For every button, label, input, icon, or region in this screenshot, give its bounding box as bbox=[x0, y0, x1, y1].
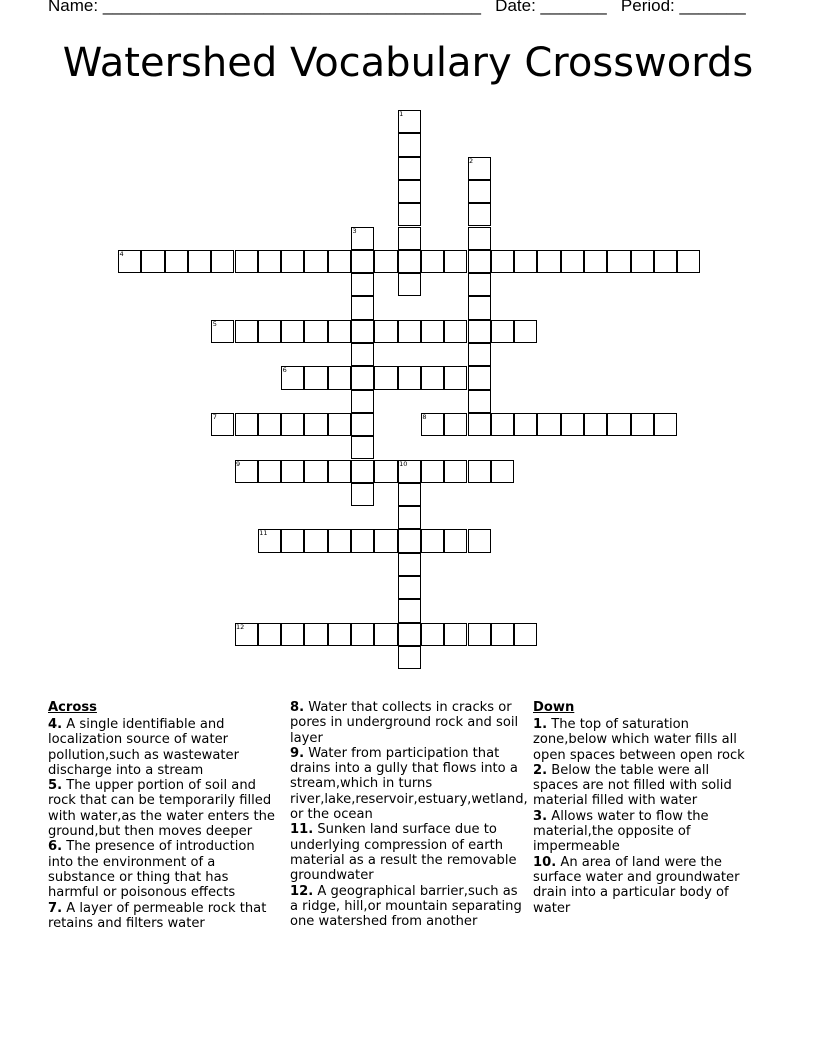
crossword-cell[interactable] bbox=[281, 320, 304, 343]
crossword-cell[interactable] bbox=[631, 250, 654, 273]
crossword-cell[interactable] bbox=[328, 529, 351, 552]
crossword-cell[interactable] bbox=[398, 157, 421, 180]
crossword-cell[interactable] bbox=[235, 320, 258, 343]
crossword-cell[interactable] bbox=[304, 413, 327, 436]
cell-number: 4 bbox=[119, 249, 124, 258]
crossword-cell[interactable] bbox=[328, 366, 351, 389]
crossword-cell[interactable] bbox=[351, 390, 374, 413]
crossword-cell[interactable] bbox=[258, 250, 281, 273]
clue-number: 7. bbox=[48, 900, 63, 916]
crossword-cell[interactable] bbox=[258, 623, 281, 646]
crossword-cell[interactable] bbox=[468, 273, 491, 296]
clue-across-4 bbox=[290, 700, 526, 746]
crossword-cell[interactable] bbox=[607, 250, 630, 273]
crossword-cell[interactable] bbox=[421, 250, 444, 273]
cell-number: 8 bbox=[422, 412, 427, 421]
across-clues-column-continued bbox=[290, 700, 526, 929]
crossword-cell[interactable] bbox=[281, 623, 304, 646]
page-title: Watershed Vocabulary Crosswords bbox=[62, 40, 754, 86]
across-clues-column bbox=[48, 700, 280, 931]
crossword-cell[interactable] bbox=[398, 180, 421, 203]
crossword-cell[interactable] bbox=[351, 366, 374, 389]
crossword-cell[interactable] bbox=[398, 483, 421, 506]
clue-text: A geographical barrier,such as a ridge, hill,or mountain separating one watershed from another bbox=[290, 883, 522, 930]
crossword-cell[interactable] bbox=[328, 623, 351, 646]
down-clues-column bbox=[533, 700, 753, 916]
clue-text: The top of saturation zone,below which water fills all open spaces between open rock bbox=[533, 717, 745, 763]
cell-number: 3 bbox=[352, 226, 357, 235]
crossword-cell[interactable] bbox=[281, 413, 304, 436]
cell-number: 10 bbox=[399, 459, 408, 468]
crossword-cell[interactable] bbox=[235, 413, 258, 436]
clue-across-3 bbox=[48, 901, 280, 932]
crossword-cell[interactable] bbox=[374, 366, 397, 389]
crossword-cell[interactable] bbox=[421, 320, 444, 343]
crossword-cell[interactable] bbox=[351, 413, 374, 436]
clue-text: A single identifiable and localization source of water pollution,such as wastewater discharge into a stream bbox=[48, 717, 239, 778]
crossword-cell[interactable] bbox=[398, 133, 421, 156]
clue-text: Below the table were all spaces are not filled with solid material filled with water bbox=[533, 762, 732, 809]
clue-number: 2. bbox=[533, 762, 548, 778]
crossword-cell[interactable] bbox=[631, 413, 654, 436]
crossword-cell[interactable] bbox=[537, 250, 560, 273]
crossword-cell[interactable] bbox=[398, 576, 421, 599]
crossword-cell[interactable] bbox=[351, 296, 374, 319]
clue-text: The upper portion of soil and rock that can be temporarily filled with water,as the water enters the ground,but then moves deeper bbox=[48, 778, 275, 840]
crossword-cell[interactable] bbox=[537, 413, 560, 436]
clue-number: 9. bbox=[290, 745, 305, 761]
crossword-cell[interactable] bbox=[421, 366, 444, 389]
clue-number: 3. bbox=[533, 808, 548, 824]
crossword-cell[interactable] bbox=[351, 623, 374, 646]
crossword-cell[interactable] bbox=[444, 250, 467, 273]
clue-text: Allows water to flow the material,the opposite of impermeable bbox=[533, 808, 709, 855]
cell-number: 5 bbox=[212, 319, 217, 328]
crossword-cell[interactable] bbox=[444, 529, 467, 552]
clue-text: The presence of introduction into the environment of a substance or thing that has harmful or poisonous effects bbox=[48, 839, 255, 901]
clue-text: Sunken land surface due to underlying compression of earth material as a result the removable groundwater bbox=[290, 822, 517, 884]
period-label: Period: bbox=[620, 0, 675, 15]
cell-number: 9 bbox=[236, 459, 241, 468]
crossword-cell[interactable] bbox=[421, 623, 444, 646]
crossword-cell[interactable] bbox=[258, 460, 281, 483]
crossword-cell[interactable] bbox=[258, 413, 281, 436]
crossword-cell[interactable] bbox=[304, 366, 327, 389]
cell-number: 6 bbox=[282, 366, 287, 375]
clue-across-0 bbox=[48, 717, 280, 778]
clue-number: 8. bbox=[290, 700, 305, 715]
clue-number: 10. bbox=[533, 854, 557, 870]
crossword-cell[interactable] bbox=[468, 623, 491, 646]
crossword-cell[interactable] bbox=[444, 366, 467, 389]
crossword-cell[interactable] bbox=[468, 460, 491, 483]
clue-number: 6. bbox=[48, 839, 63, 855]
crossword-cell[interactable] bbox=[374, 529, 397, 552]
clue-text: A layer of permeable rock that retains and filters water bbox=[48, 900, 267, 931]
clue-across-1 bbox=[48, 778, 280, 839]
crossword-cell[interactable] bbox=[468, 413, 491, 436]
crossword-cell[interactable] bbox=[304, 320, 327, 343]
crossword-cell[interactable] bbox=[514, 320, 537, 343]
clue-across-7 bbox=[290, 884, 526, 930]
crossword-cell[interactable] bbox=[398, 623, 421, 646]
crossword-cell[interactable] bbox=[281, 250, 304, 273]
crossword-cell[interactable] bbox=[491, 460, 514, 483]
crossword-cell[interactable] bbox=[304, 460, 327, 483]
crossword-cell[interactable] bbox=[421, 529, 444, 552]
crossword-cell[interactable] bbox=[351, 320, 374, 343]
crossword-cell[interactable] bbox=[514, 623, 537, 646]
cell-number: 11 bbox=[259, 529, 268, 538]
crossword-cell[interactable] bbox=[398, 599, 421, 622]
clue-down-1 bbox=[533, 763, 753, 809]
clue-down-2 bbox=[533, 809, 753, 855]
crossword-cell[interactable] bbox=[421, 460, 444, 483]
crossword-cell[interactable] bbox=[328, 460, 351, 483]
crossword-cell[interactable] bbox=[374, 623, 397, 646]
clue-down-0 bbox=[533, 717, 753, 763]
across-heading: Across bbox=[48, 700, 97, 715]
crossword-cell[interactable] bbox=[398, 250, 421, 273]
crossword-cell[interactable] bbox=[491, 413, 514, 436]
crossword-cell[interactable] bbox=[281, 460, 304, 483]
crossword-cell[interactable] bbox=[351, 250, 374, 273]
crossword-cell[interactable] bbox=[211, 250, 234, 273]
crossword-cell[interactable] bbox=[398, 529, 421, 552]
crossword-cell[interactable] bbox=[398, 506, 421, 529]
crossword-cell[interactable] bbox=[607, 413, 630, 436]
crossword-cell[interactable] bbox=[281, 529, 304, 552]
clue-across-6 bbox=[290, 822, 526, 883]
down-heading: Down bbox=[533, 700, 575, 715]
clue-text: Water that collects in cracks or pores in underground rock and soil layer bbox=[290, 700, 519, 746]
crossword-cell[interactable] bbox=[374, 320, 397, 343]
crossword-cell[interactable] bbox=[351, 436, 374, 459]
crossword-cell[interactable] bbox=[328, 250, 351, 273]
crossword-cell[interactable] bbox=[654, 413, 677, 436]
crossword-cell[interactable] bbox=[351, 343, 374, 366]
crossword-cell[interactable] bbox=[398, 273, 421, 296]
crossword-cell[interactable] bbox=[304, 623, 327, 646]
cell-number: 1 bbox=[399, 110, 404, 118]
crossword-cell[interactable] bbox=[584, 413, 607, 436]
crossword-cell[interactable] bbox=[351, 273, 374, 296]
crossword-cell[interactable] bbox=[351, 483, 374, 506]
cell-number: 7 bbox=[212, 412, 217, 421]
crossword-cell[interactable] bbox=[398, 203, 421, 226]
date-label: Date: bbox=[495, 0, 536, 15]
crossword-cell[interactable] bbox=[444, 623, 467, 646]
crossword-cell[interactable] bbox=[398, 553, 421, 576]
clue-number: 5. bbox=[48, 778, 63, 794]
clue-text: An area of land were the surface water and groundwater drain into a particular body of water bbox=[533, 854, 740, 916]
name-label: Name: bbox=[48, 0, 99, 15]
crossword-cell[interactable] bbox=[468, 296, 491, 319]
crossword-cell[interactable] bbox=[468, 320, 491, 343]
crossword-cell[interactable] bbox=[304, 529, 327, 552]
name-line[interactable]: ________________________________________ bbox=[102, 0, 481, 15]
crossword-cell[interactable] bbox=[141, 250, 164, 273]
crossword-cell[interactable] bbox=[444, 320, 467, 343]
crossword-cell[interactable] bbox=[468, 203, 491, 226]
clue-across-2 bbox=[48, 839, 280, 900]
clue-number: 12. bbox=[290, 883, 314, 899]
clue-number: 1. bbox=[533, 717, 548, 732]
crossword-cell[interactable] bbox=[468, 529, 491, 552]
crossword-cell[interactable] bbox=[514, 250, 537, 273]
clue-across-5 bbox=[290, 746, 526, 822]
crossword-cell[interactable] bbox=[491, 320, 514, 343]
cell-number: 2 bbox=[469, 156, 474, 165]
crossword-cell[interactable] bbox=[468, 366, 491, 389]
crossword-cell[interactable] bbox=[444, 460, 467, 483]
crossword-cell[interactable] bbox=[677, 250, 700, 273]
crossword-cell[interactable] bbox=[235, 250, 258, 273]
crossword-cell[interactable] bbox=[374, 460, 397, 483]
crossword-cell[interactable] bbox=[468, 343, 491, 366]
date-line[interactable]: _______ bbox=[540, 0, 607, 15]
crossword-cell[interactable] bbox=[374, 250, 397, 273]
crossword-cell[interactable] bbox=[188, 250, 211, 273]
crossword-cell[interactable] bbox=[328, 413, 351, 436]
crossword-cell[interactable] bbox=[304, 250, 327, 273]
crossword-cell[interactable] bbox=[351, 529, 374, 552]
crossword-cell[interactable] bbox=[514, 413, 537, 436]
crossword-cell[interactable] bbox=[491, 250, 514, 273]
crossword-cell[interactable] bbox=[398, 366, 421, 389]
crossword-cell[interactable] bbox=[561, 413, 584, 436]
crossword-cell[interactable] bbox=[398, 320, 421, 343]
crossword-cell[interactable] bbox=[468, 180, 491, 203]
crossword-cell[interactable] bbox=[351, 460, 374, 483]
crossword-cell[interactable] bbox=[398, 227, 421, 250]
clue-down-3 bbox=[533, 855, 753, 916]
clue-number: 4. bbox=[48, 717, 63, 732]
crossword-cell[interactable] bbox=[468, 390, 491, 413]
crossword-cell[interactable] bbox=[654, 250, 677, 273]
period-line[interactable]: _______ bbox=[679, 0, 746, 15]
crossword-cell[interactable] bbox=[165, 250, 188, 273]
clue-number: 11. bbox=[290, 822, 314, 838]
crossword-cell[interactable] bbox=[468, 250, 491, 273]
crossword-cell[interactable] bbox=[584, 250, 607, 273]
crossword-cell[interactable] bbox=[398, 646, 421, 669]
clue-text: Water from participation that drains into a gully that flows into a stream,which in turns river,lake,reservoir,estuary,wetland, or the ocean bbox=[290, 745, 528, 823]
crossword-cell[interactable] bbox=[468, 227, 491, 250]
cell-number: 12 bbox=[236, 622, 245, 631]
crossword-cell[interactable] bbox=[561, 250, 584, 273]
crossword-cell[interactable] bbox=[491, 623, 514, 646]
crossword-cell[interactable] bbox=[258, 320, 281, 343]
crossword-cell[interactable] bbox=[444, 413, 467, 436]
crossword-cell[interactable] bbox=[328, 320, 351, 343]
